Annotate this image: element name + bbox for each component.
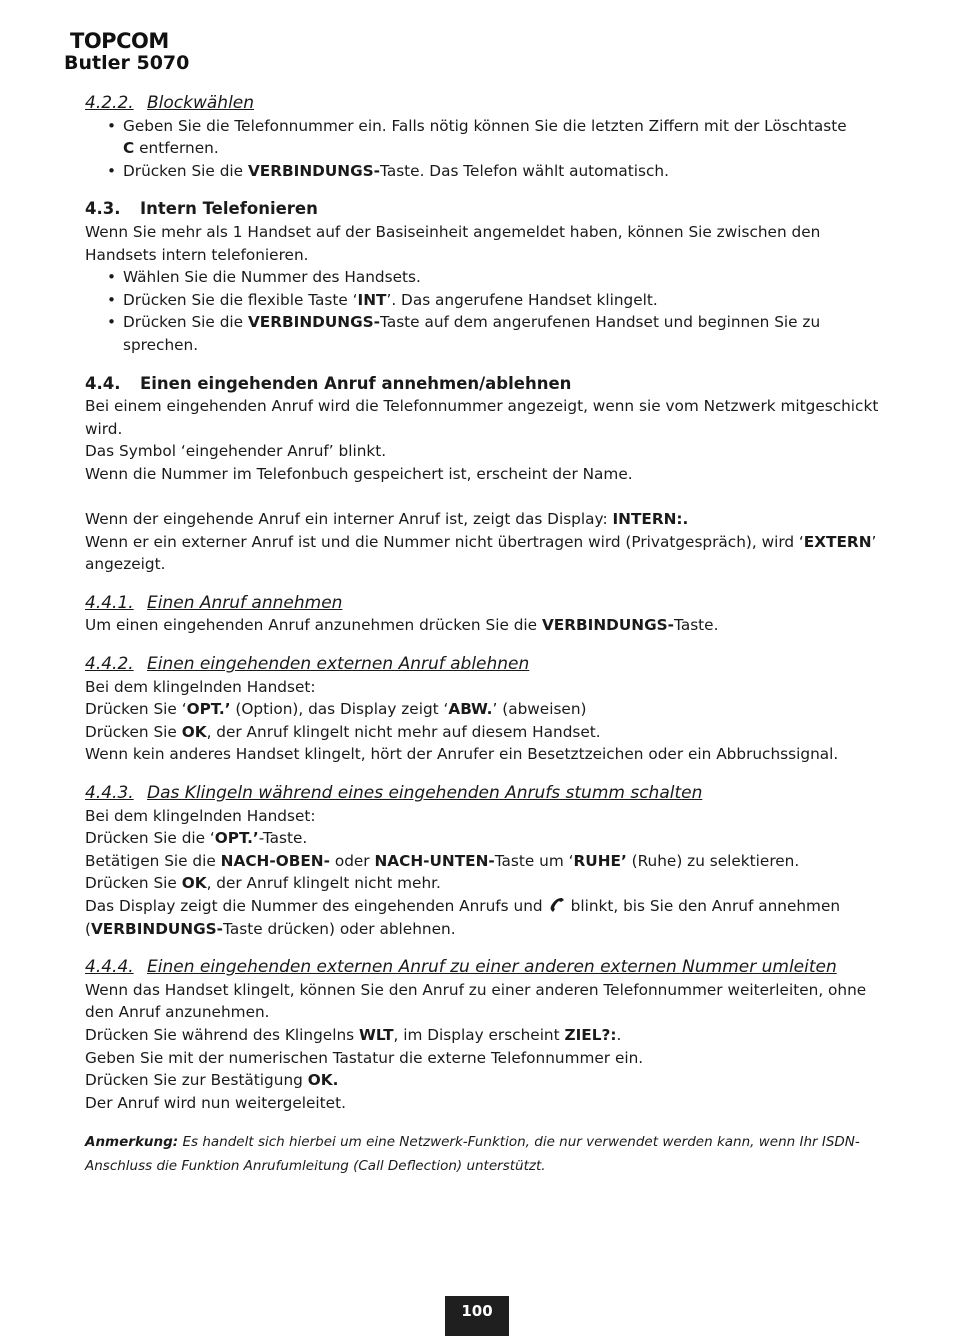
list-item: • Wählen Sie die Nummer des Handsets. bbox=[85, 266, 891, 289]
list-item: • Drücken Sie die VERBINDUNGS-Taste auf dem angerufenen Handset und beginnen Sie zu sprechen. bbox=[85, 311, 891, 356]
paragraph: Bei dem klingelnden Handset: bbox=[85, 677, 316, 696]
heading-4-4-1: 4.4.1. Einen Anruf annehmen bbox=[85, 592, 343, 613]
paragraph: Drücken Sie während des Klingelns WLT, im Display erscheint ZIEL?:. bbox=[85, 1025, 622, 1044]
heading-4-4: 4.4. Einen eingehenden Anruf annehmen/ablehnen bbox=[85, 373, 572, 393]
paragraph: Wenn der eingehende Anruf ein interner Anruf ist, zeigt das Display: INTERN:. bbox=[85, 510, 689, 529]
page-header bbox=[64, 30, 189, 74]
brand-logo: TOPCOM bbox=[70, 29, 169, 53]
list-4-2-2 bbox=[85, 115, 891, 183]
heading-4-2-2: 4.2.2. Blockwählen bbox=[85, 93, 255, 113]
paragraph: Wenn er ein externer Anruf ist und die Nummer nicht übertragen wird (Privatgespräch), wird ‘EXTERN’ angezeigt. bbox=[85, 532, 877, 574]
heading-4-4-2: 4.4.2. Einen eingehenden externen Anruf ablehnen bbox=[85, 654, 530, 675]
model-name: Butler 5070 bbox=[64, 52, 190, 74]
page-number: 100 bbox=[445, 1296, 509, 1336]
paragraph: Drücken Sie die ‘OPT.’-Taste. bbox=[85, 829, 308, 848]
paragraph: Drücken Sie ‘OPT.’ (Option), das Display zeigt ‘ABW.’ (abweisen) bbox=[85, 700, 587, 719]
list-item: • Drücken Sie die VERBINDUNGS-Taste. Das Telefon wählt automatisch. bbox=[85, 160, 891, 183]
paragraph: Wenn das Handset klingelt, können Sie den Anruf zu einer anderen Telefonnummer weiterleiten, ohne den Anruf anzunehmen. bbox=[85, 980, 867, 1022]
note-label: Anmerkung: bbox=[85, 1134, 179, 1151]
paragraph: Bei dem klingelnden Handset: bbox=[85, 806, 316, 825]
list-item: • Geben Sie die Telefonnummer ein. Falls nötig können Sie die letzten Ziffern mit der Löschtaste C entfernen. bbox=[85, 115, 891, 160]
paragraph: Drücken Sie OK, der Anruf klingelt nicht mehr. bbox=[85, 874, 441, 893]
list-item: • Drücken Sie die flexible Taste ‘INT’. Das angerufene Handset klingelt. bbox=[85, 289, 891, 312]
paragraph: Drücken Sie zur Bestätigung OK. bbox=[85, 1071, 339, 1090]
phone-handset-icon bbox=[549, 897, 567, 913]
paragraph: Wenn die Nummer im Telefonbuch gespeichert ist, erscheint der Name. bbox=[85, 464, 633, 483]
note: Anmerkung: Es handelt sich hierbei um eine Netzwerk-Funktion, die nur verwendet werden kann, wenn Ihr ISDN-Anschluss die Funktion Anrufumleitung (Call Deflection) unterstützt. bbox=[85, 1134, 860, 1175]
paragraph: Drücken Sie OK, der Anruf klingelt nicht mehr auf diesem Handset. bbox=[85, 722, 601, 741]
paragraph: Das Display zeigt die Nummer des eingehenden Anrufs und blinkt, bis Sie den Anruf annehmen bbox=[85, 897, 841, 915]
paragraph: Geben Sie mit der numerischen Tastatur die externe Telefonnummer ein. bbox=[85, 1048, 644, 1067]
paragraph: (VERBINDUNGS-Taste drücken) oder ablehnen. bbox=[85, 919, 456, 938]
paragraph: Wenn kein anderes Handset klingelt, hört der Anrufer ein Besetztzeichen oder ein Abbruchssignal. bbox=[85, 745, 839, 764]
paragraph: Betätigen Sie die NACH-OBEN- oder NACH-UNTEN-Taste um ‘RUHE’ (Ruhe) zu selektieren. bbox=[85, 851, 800, 870]
paragraph: Das Symbol ‘eingehender Anruf’ blinkt. bbox=[85, 442, 387, 461]
manual-content bbox=[85, 92, 891, 1178]
heading-4-4-3: 4.4.3. Das Klingeln während eines eingehenden Anrufs stumm schalten bbox=[85, 783, 703, 804]
heading-4-4-4: 4.4.4. Einen eingehenden externen Anruf zu einer anderen externen Nummer umleiten bbox=[85, 957, 837, 978]
paragraph: Um einen eingehenden Anruf anzunehmen drücken Sie die VERBINDUNGS-Taste. bbox=[85, 616, 719, 635]
paragraph: Bei einem eingehenden Anruf wird die Telefonnummer angezeigt, wenn sie vom Netzwerk mitgeschickt wird. bbox=[85, 397, 879, 438]
paragraph: Wenn Sie mehr als 1 Handset auf der Basiseinheit angemeldet haben, können Sie zwischen den Handsets intern telefonieren. bbox=[85, 222, 821, 264]
list-4-3 bbox=[85, 266, 891, 356]
heading-4-3: 4.3. Intern Telefonieren bbox=[85, 199, 318, 219]
paragraph: Der Anruf wird nun weitergeleitet. bbox=[85, 1093, 346, 1112]
